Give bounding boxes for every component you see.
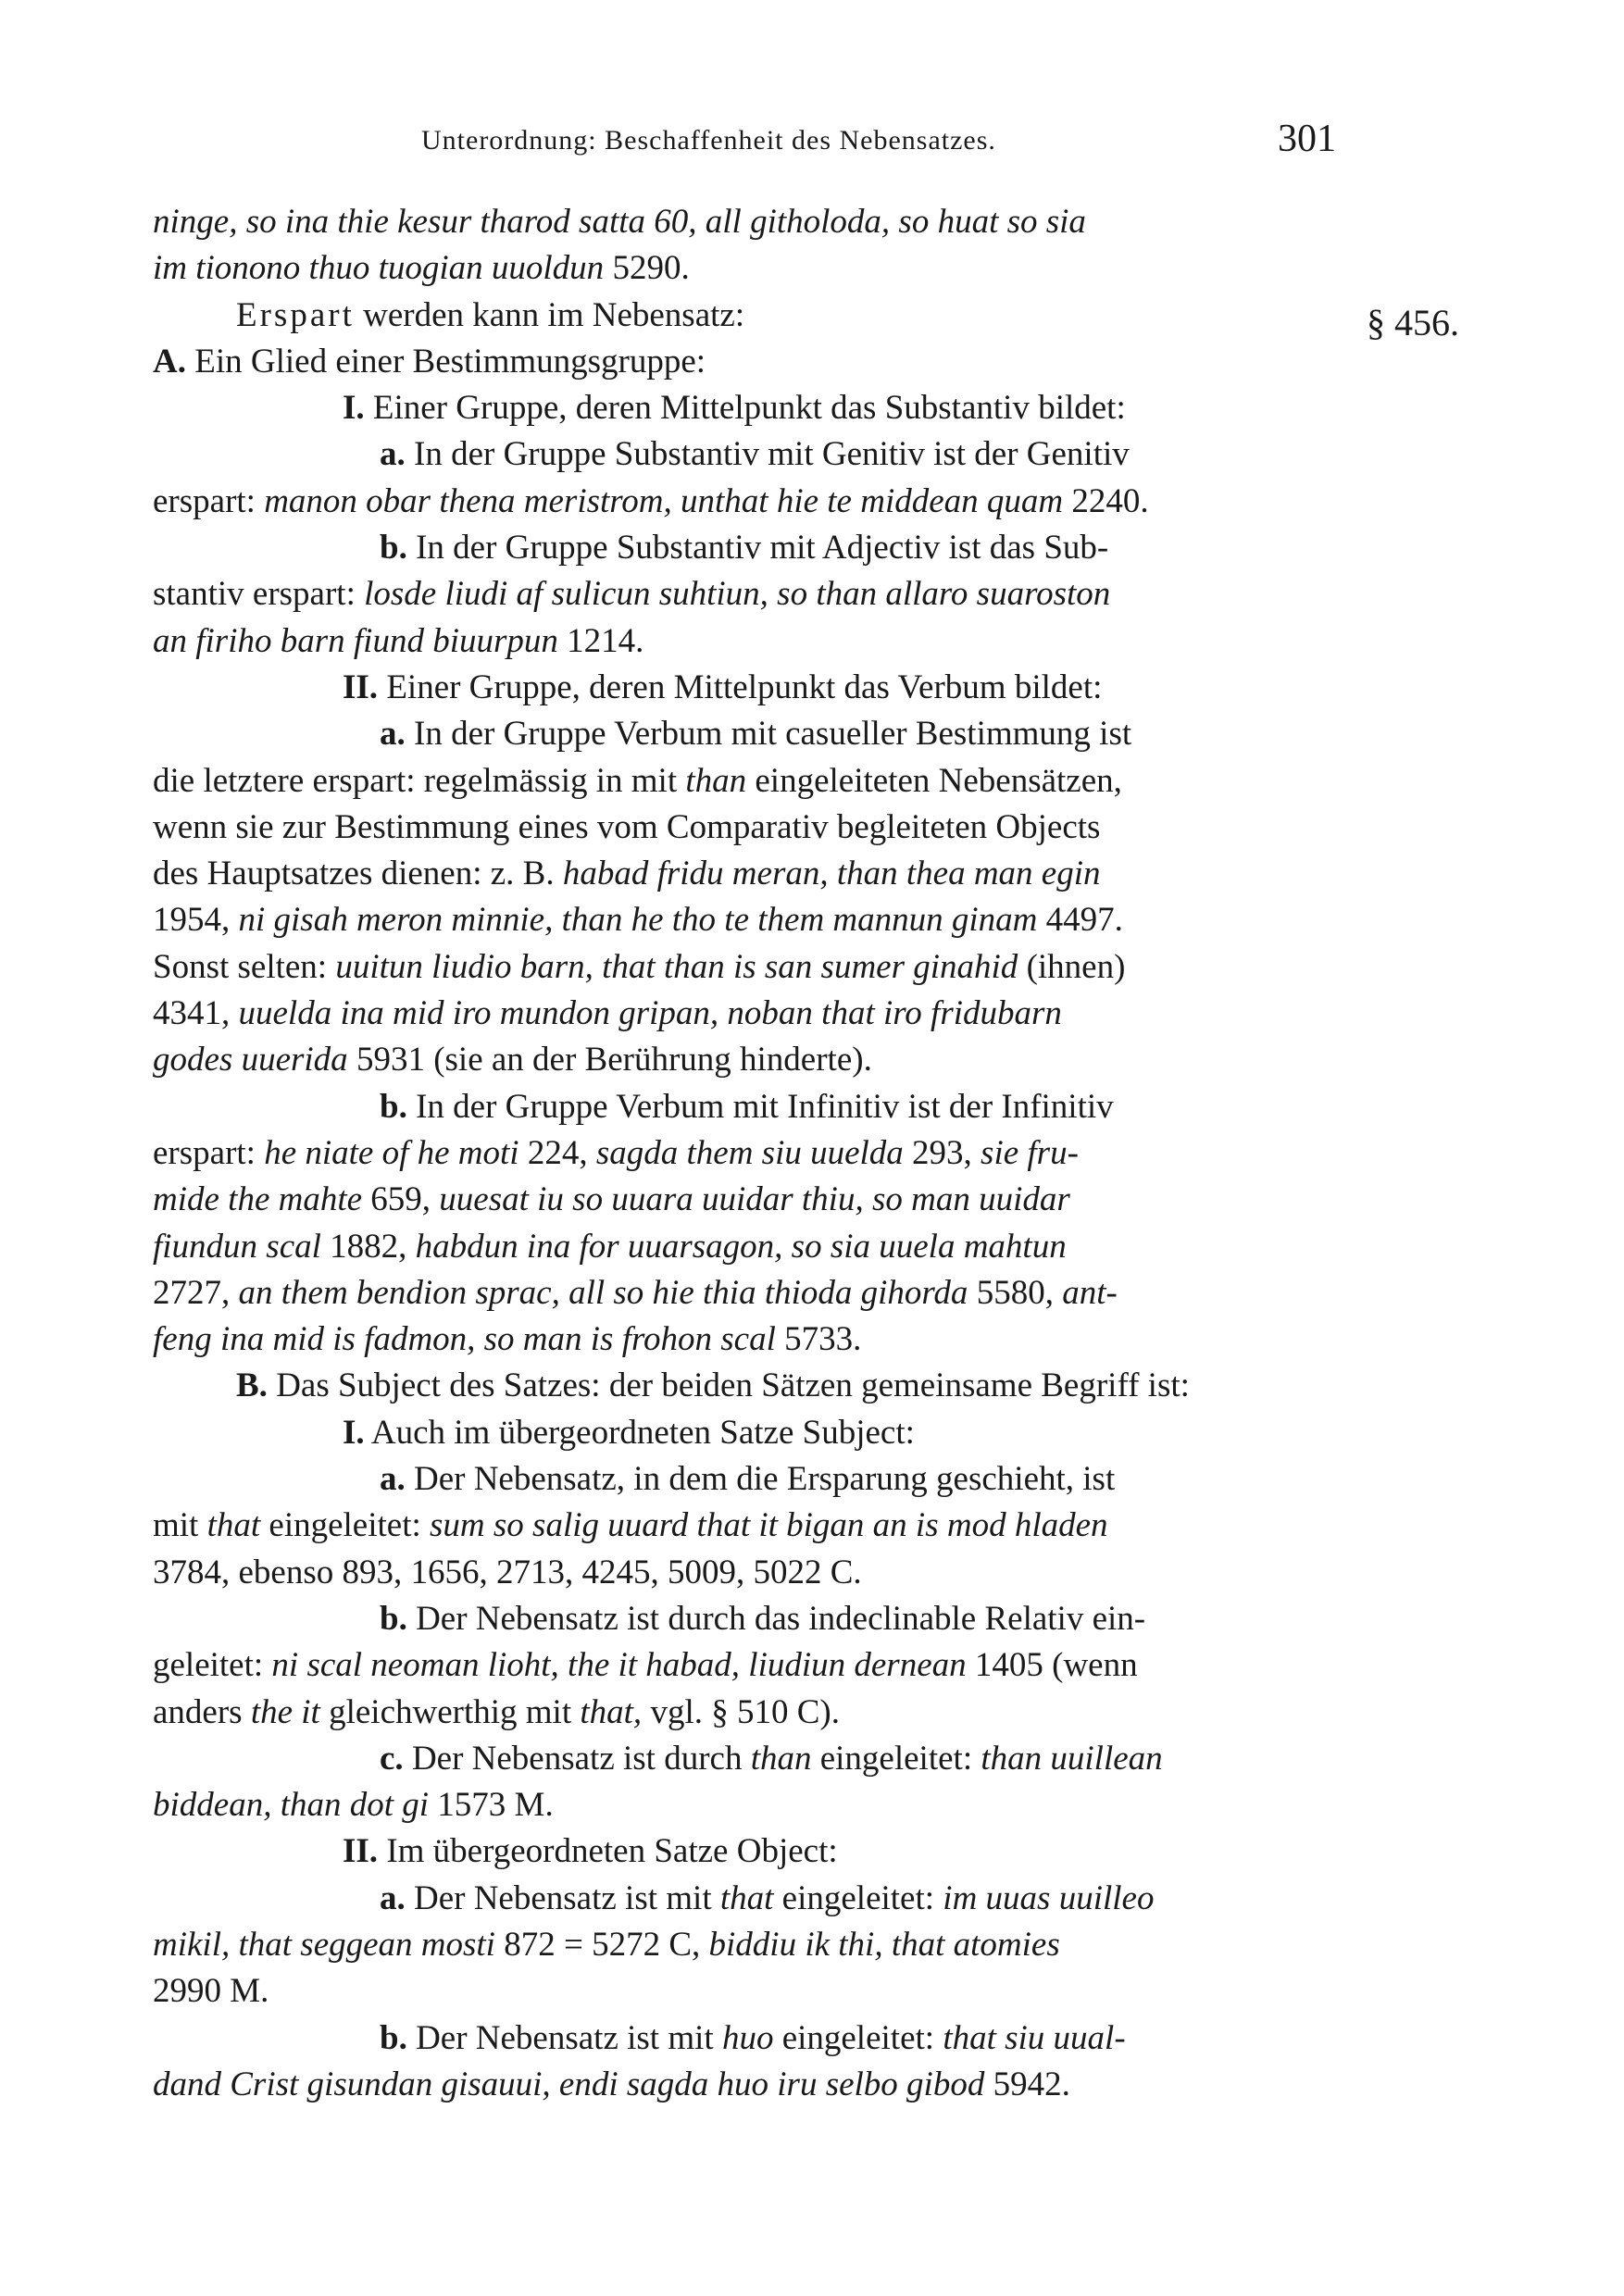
line-text: 4341, bbox=[153, 994, 239, 1033]
quotation-text: an firiho barn fiund biuurpun bbox=[153, 621, 558, 660]
text-line bbox=[153, 851, 1361, 897]
text-line bbox=[153, 1642, 1361, 1689]
quotation-text: mide the mahte bbox=[153, 1180, 363, 1219]
text-line bbox=[153, 245, 1361, 292]
line-text: 659, bbox=[362, 1180, 440, 1219]
text-line bbox=[153, 805, 1361, 851]
text-line bbox=[153, 1177, 1361, 1223]
line-text: vgl. § 510 C). bbox=[642, 1692, 840, 1731]
section-label: A. bbox=[153, 342, 186, 381]
quotation-text: uuelda ina mid iro mundon gripan, noban that iro fridubarn bbox=[238, 994, 1062, 1033]
line-text: Der Nebensatz ist mit bbox=[405, 1878, 720, 1917]
quotation-text: dand Crist gisundan gisauui, endi sagda huo iru selbo gibod bbox=[153, 2065, 985, 2103]
text-line bbox=[153, 2062, 1361, 2108]
line-text: 2240. bbox=[1063, 481, 1149, 520]
section-label: b. bbox=[380, 1599, 407, 1638]
quotation-text: than bbox=[685, 761, 747, 800]
line-text: wenn sie zur Bestimmung eines vom Comparativ begleiteten Objects bbox=[153, 807, 1101, 846]
line-text: Sonst selten: bbox=[153, 947, 336, 986]
line-text: In der Gruppe Substantiv mit Genitiv ist der Genitiv bbox=[405, 435, 1130, 474]
text-line bbox=[153, 2015, 1361, 2062]
section-number: § 456. bbox=[1367, 302, 1459, 343]
line-text: erspart: bbox=[153, 1133, 265, 1172]
text-line bbox=[153, 1828, 1361, 1875]
line-text: 1573 M. bbox=[429, 1786, 554, 1825]
section-label: II. bbox=[343, 668, 379, 706]
line-text: geleitet: bbox=[153, 1646, 272, 1685]
text-line bbox=[153, 1084, 1361, 1130]
line-text: eingeleitet: bbox=[773, 1878, 943, 1917]
text-line bbox=[153, 1316, 1361, 1363]
quotation-text: sagda them siu uuelda bbox=[595, 1133, 904, 1172]
line-text: 1954, bbox=[153, 901, 239, 940]
line-text: Im übergeordneten Satze Object: bbox=[378, 1832, 838, 1871]
quotation-text: ant- bbox=[1062, 1273, 1118, 1312]
line-text: (ihnen) bbox=[1018, 947, 1126, 986]
page-number: 301 bbox=[1278, 118, 1336, 160]
quotation-text: habdun ina for uuarsagon, so sia uuela mahtun bbox=[415, 1227, 1067, 1266]
quotation-text: the it bbox=[250, 1692, 320, 1731]
section-label: b. bbox=[380, 1087, 407, 1126]
text-line bbox=[153, 385, 1361, 431]
quotation-text: im uuas uuilleo bbox=[943, 1878, 1155, 1917]
quotation-text: sie fru- bbox=[981, 1133, 1079, 1172]
line-text: 1882, bbox=[320, 1227, 416, 1266]
quotation-text: huo bbox=[721, 2018, 774, 2057]
line-text: In der Gruppe Verbum mit Infinitiv ist der Infinitiv bbox=[406, 1087, 1114, 1126]
quotation-text: mikil, that seggean mosti bbox=[153, 1925, 495, 1964]
text-line bbox=[153, 339, 1361, 385]
line-text: 872 = 5272 C, bbox=[494, 1925, 709, 1964]
quotation-text: than uuillean bbox=[981, 1739, 1163, 1778]
line-text: mit bbox=[153, 1506, 207, 1545]
quotation-text: sum so salig uuard that it bigan an is mod hladen bbox=[430, 1506, 1108, 1545]
line-text: 5931 (sie an der Berührung hinderte). bbox=[347, 1041, 872, 1079]
quotation-text: ni scal neoman lioht, the it habad, liudiun dernean bbox=[271, 1646, 967, 1685]
text-line bbox=[153, 1968, 1361, 2015]
running-header: Unterordnung: Beschaffenheit des Nebensatzes. bbox=[421, 125, 996, 156]
section-label: a. bbox=[380, 1460, 406, 1499]
line-text: anders bbox=[153, 1692, 251, 1731]
line-text: eingeleiteten Nebensätzen, bbox=[746, 761, 1122, 800]
line-text: Erspart bbox=[236, 295, 355, 334]
section-label: b. bbox=[380, 529, 407, 568]
line-text: eingeleitet: bbox=[260, 1506, 431, 1545]
quotation-text: uuitun liudio barn, that than is san sumer ginahid bbox=[335, 947, 1018, 986]
text-line bbox=[153, 431, 1361, 478]
quotation-text: godes uuerida bbox=[153, 1041, 348, 1079]
quotation-text: that bbox=[719, 1878, 774, 1917]
text-line bbox=[153, 1876, 1361, 1922]
quotation-text: an them bendion sprac, all so hie thia thioda gihorda bbox=[238, 1273, 968, 1312]
text-line bbox=[153, 571, 1361, 618]
text-line bbox=[153, 1736, 1361, 1782]
line-text: 224, bbox=[518, 1133, 596, 1172]
line-text: Der Nebensatz ist durch das indeclinable Relativ ein- bbox=[406, 1599, 1146, 1638]
body-text bbox=[153, 199, 1361, 2108]
line-text: eingeleitet: bbox=[811, 1739, 981, 1778]
quotation-text: he niate of he moti bbox=[264, 1133, 519, 1172]
line-text: stantiv erspart: bbox=[153, 575, 365, 614]
section-label: a. bbox=[380, 715, 406, 754]
quotation-text: feng ina mid is fadmon, so man is frohon scal bbox=[153, 1320, 776, 1359]
line-text: die letztere erspart: regelmässig in mit bbox=[153, 761, 686, 800]
line-text: 5733. bbox=[775, 1320, 862, 1359]
line-text: 1405 (wenn bbox=[966, 1646, 1138, 1685]
line-text: 2990 M. bbox=[153, 1972, 269, 2011]
line-text: Einer Gruppe, deren Mittelpunkt das Verbum bildet: bbox=[378, 668, 1103, 706]
section-label: a. bbox=[380, 1878, 406, 1917]
quotation-text: biddiu ik thi, that atomies bbox=[708, 1925, 1060, 1964]
text-line bbox=[153, 1037, 1361, 1083]
line-text: In der Gruppe Verbum mit casueller Bestimmung ist bbox=[405, 715, 1132, 754]
line-text: des Hauptsatzes dienen: z. B. bbox=[153, 855, 563, 893]
text-line bbox=[153, 293, 1361, 339]
text-line bbox=[153, 944, 1361, 991]
section-label: II. bbox=[343, 1832, 379, 1871]
text-line bbox=[153, 1782, 1361, 1828]
line-text: eingeleitet: bbox=[773, 2018, 943, 2057]
quotation-text: uuesat iu so uuara uuidar thiu, so man uuidar bbox=[439, 1180, 1070, 1219]
quotation-text: that, bbox=[580, 1692, 643, 1731]
text-line bbox=[153, 199, 1361, 245]
line-text: Der Nebensatz ist mit bbox=[406, 2018, 722, 2057]
line-text: gleichwerthig mit bbox=[319, 1692, 581, 1731]
line-text: 3784, ebenso 893, 1656, 2713, 4245, 5009, 5022 C. bbox=[153, 1553, 862, 1591]
text-line bbox=[153, 1456, 1361, 1503]
line-text: 2727, bbox=[153, 1273, 239, 1312]
quotation-text: fiundun scal bbox=[153, 1227, 321, 1266]
quotation-text: losde liudi af sulicun suhtiun, so than allaro suaroston bbox=[364, 575, 1111, 614]
quotation-text: that siu uual- bbox=[943, 2018, 1126, 2057]
section-label: I. bbox=[343, 389, 365, 428]
text-line bbox=[153, 991, 1361, 1037]
quotation-text: than bbox=[750, 1739, 812, 1778]
line-text: Der Nebensatz ist durch bbox=[403, 1739, 751, 1778]
text-line bbox=[153, 897, 1361, 943]
text-line bbox=[153, 1596, 1361, 1642]
text-line bbox=[153, 525, 1361, 571]
quotation-text: ni gisah meron minnie, than he tho te them mannun ginam bbox=[238, 901, 1038, 940]
quotation-text: manon obar thena meristrom, unthat hie te middean quam bbox=[264, 481, 1064, 520]
line-text: 5290. bbox=[604, 249, 690, 288]
section-label: a. bbox=[380, 435, 406, 474]
line-text: 5580, bbox=[968, 1273, 1063, 1312]
quotation-text: habad fridu meran, than thea man egin bbox=[562, 855, 1101, 893]
text-line bbox=[153, 1363, 1361, 1409]
quotation-text: im tionono thuo tuogian uuoldun bbox=[153, 249, 605, 288]
section-label: B. bbox=[236, 1366, 268, 1405]
line-text: In der Gruppe Substantiv mit Adjectiv ist das Sub- bbox=[406, 529, 1109, 568]
line-text: erspart: bbox=[153, 481, 265, 520]
text-line bbox=[153, 758, 1361, 805]
text-line bbox=[153, 618, 1361, 665]
line-text: Der Nebensatz, in dem die Ersparung geschieht, ist bbox=[405, 1460, 1116, 1499]
section-label: I. bbox=[343, 1413, 365, 1452]
text-line bbox=[153, 665, 1361, 711]
text-line bbox=[153, 1922, 1361, 1968]
line-text: 1214. bbox=[557, 621, 644, 660]
quotation-text: biddean, than dot gi bbox=[153, 1786, 430, 1825]
line-text: Einer Gruppe, deren Mittelpunkt das Substantiv bildet: bbox=[364, 389, 1126, 428]
text-line bbox=[153, 711, 1361, 757]
line-text: Ein Glied einer Bestimmungsgruppe: bbox=[185, 342, 706, 381]
text-line bbox=[153, 1130, 1361, 1177]
text-line bbox=[153, 1224, 1361, 1270]
text-line bbox=[153, 1503, 1361, 1549]
line-text: werden kann im Nebensatz: bbox=[354, 295, 745, 334]
text-line bbox=[153, 1410, 1361, 1456]
section-label: c. bbox=[380, 1739, 404, 1778]
line-text: 293, bbox=[903, 1133, 981, 1172]
quotation-text: that bbox=[206, 1506, 261, 1545]
line-text: 5942. bbox=[984, 2065, 1070, 2103]
text-line bbox=[153, 479, 1361, 525]
text-line bbox=[153, 1690, 1361, 1736]
text-line bbox=[153, 1270, 1361, 1316]
line-text: 4497. bbox=[1037, 901, 1123, 940]
line-text: Auch im übergeordneten Satze Subject: bbox=[364, 1413, 915, 1452]
line-text: Das Subject des Satzes: der beiden Sätzen gemeinsame Begriff ist: bbox=[267, 1366, 1190, 1405]
text-line bbox=[153, 1550, 1361, 1596]
quotation-text: ninge, so ina thie kesur tharod satta 60, all githoloda, so huat so sia bbox=[153, 203, 1086, 241]
section-label: b. bbox=[380, 2018, 407, 2057]
